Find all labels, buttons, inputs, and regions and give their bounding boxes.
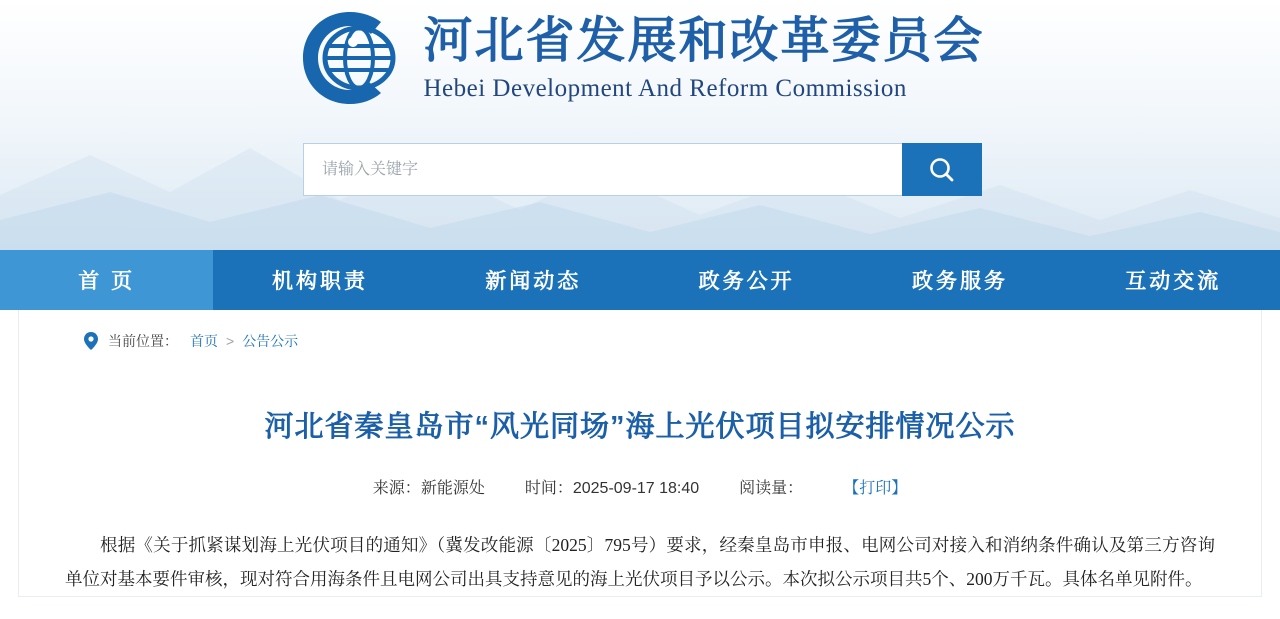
- search-bar[interactable]: [303, 143, 982, 196]
- article-source-label: 来源：: [372, 480, 421, 497]
- search-icon: [927, 155, 957, 185]
- nav-item-duties[interactable]: 机构职责: [271, 270, 368, 293]
- article-time-label: 时间：: [524, 480, 573, 497]
- article-body-paragraph: 根据《关于抓紧谋划海上光伏项目的通知》（冀发改能源〔2025〕795号）要求，经秦皇岛市申报、电网公司对接入和消纳条件确认及第三方咨询单位对基本要件审核，现对符合用海条件且电网公司出具支持意见的海上光伏项目予以公示。本次拟公示项目共5个、200万千瓦。具体名单见附件。: [65, 535, 1215, 589]
- article-source-value: 新能源处: [420, 480, 485, 497]
- search-button[interactable]: [902, 143, 982, 196]
- nav-item-government-disclosure[interactable]: 政务公开: [698, 270, 795, 293]
- article-views-label: 阅读量：: [739, 480, 804, 497]
- article-time-value: 2025-09-17 18:40: [572, 480, 700, 497]
- article-source: [373, 475, 485, 498]
- main-navigation: [0, 250, 1280, 310]
- breadcrumb-separator: >: [226, 333, 235, 349]
- globe-emblem-icon: [295, 8, 405, 108]
- site-title-cn: 河北省发展和改革委员会: [423, 13, 985, 68]
- article-time: [525, 475, 699, 498]
- site-logo[interactable]: [0, 8, 1280, 108]
- print-button[interactable]: 【打印】: [843, 480, 908, 497]
- site-title-en: Hebei Development And Reform Commission: [423, 75, 907, 103]
- search-input[interactable]: [303, 143, 902, 196]
- breadcrumb-link-announcements[interactable]: 公告公示: [242, 333, 299, 349]
- article-card: [18, 310, 1262, 597]
- location-pin-icon: [84, 332, 98, 350]
- nav-item-home[interactable]: 首 页: [0, 250, 213, 310]
- nav-item-news[interactable]: 新闻动态: [485, 270, 582, 293]
- breadcrumb: [59, 310, 1221, 372]
- nav-item-government-services[interactable]: 政务服务: [911, 270, 1008, 293]
- breadcrumb-link-home[interactable]: 首页: [190, 333, 218, 349]
- page-title: 河北省秦皇岛市“风光同场”海上光伏项目拟安排情况公示: [264, 411, 1016, 443]
- nav-item-interaction[interactable]: 互动交流: [1125, 270, 1222, 293]
- site-header: [0, 0, 1280, 250]
- content-area: [0, 310, 1280, 597]
- article-meta: [59, 475, 1221, 498]
- breadcrumb-label: 当前位置：: [108, 333, 178, 349]
